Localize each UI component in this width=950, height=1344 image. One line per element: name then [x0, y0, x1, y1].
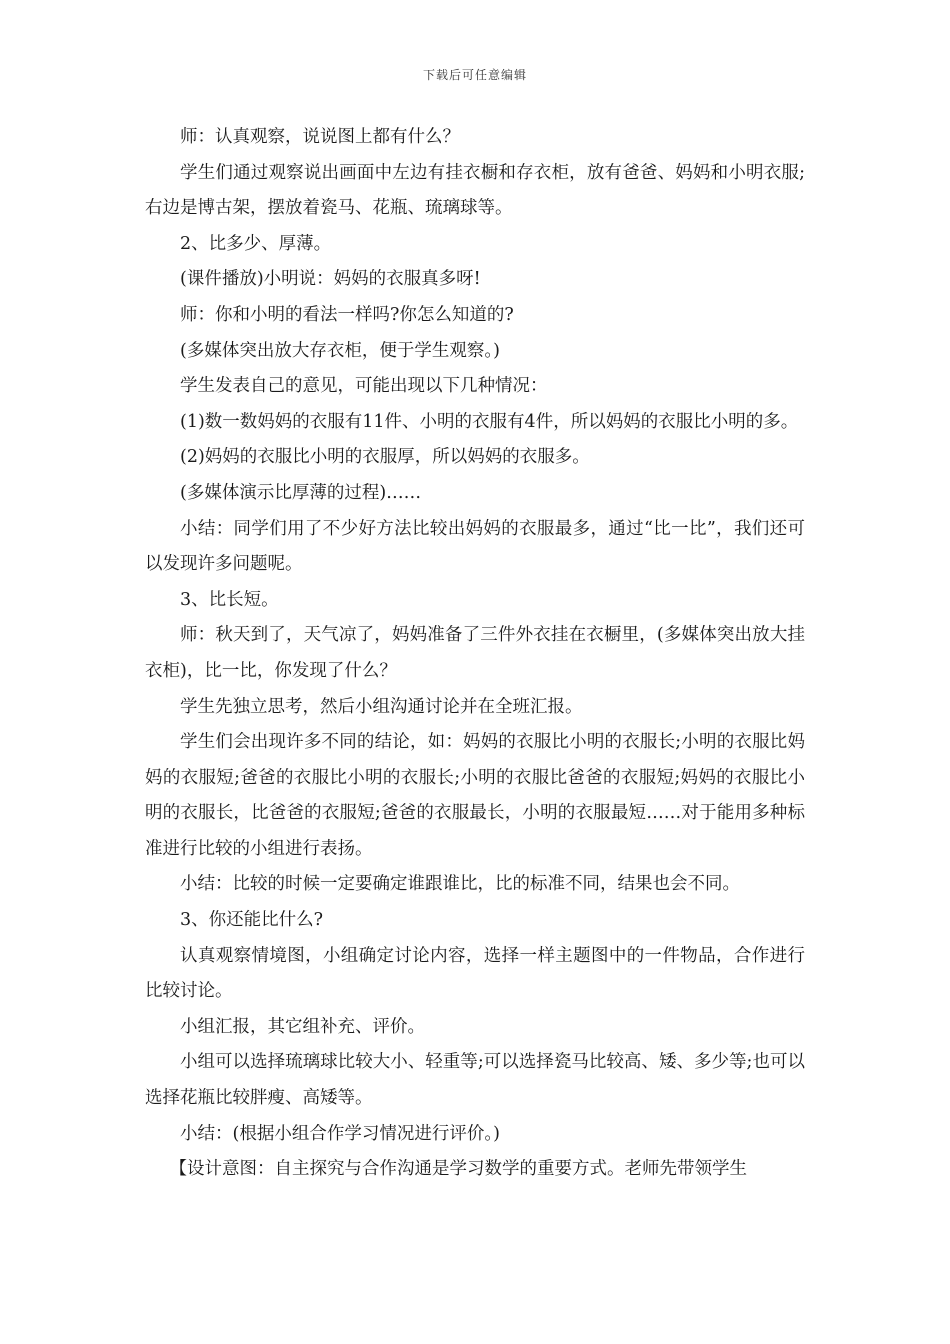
paragraph: 认真观察情境图，小组确定讨论内容，选择一样主题图中的一件物品，合作进行比较讨论。	[145, 945, 805, 1002]
paragraph: 师：你和小明的看法一样吗?你怎么知道的?	[180, 304, 514, 325]
paragraph: 3、比长短。	[180, 589, 279, 610]
paragraph: (课件播放)小明说：妈妈的衣服真多呀!	[180, 269, 481, 290]
paragraph: 小结：比较的时候一定要确定谁跟谁比，比的标准不同，结果也会不同。	[180, 874, 740, 895]
paragraph: 学生发表自己的意见，可能出现以下几种情况：	[180, 376, 548, 397]
paragraph: (多媒体演示比厚薄的过程)……	[180, 482, 422, 503]
paragraph: 师：认真观察，说说图上都有什么？	[180, 127, 460, 147]
paragraph: 2、比多少、厚薄。	[180, 233, 332, 254]
paragraph: 学生们通过观察说出画面中左边有挂衣橱和存衣柜，放有爸爸、妈妈和小明衣服;右边是博古架，摆放着瓷马、花瓶、琉璃球等。	[145, 162, 805, 219]
page-header: 下载后可任意编辑	[422, 68, 527, 82]
paragraph: 小组汇报，其它组补充、评价。	[180, 1016, 425, 1037]
paragraph: 小组可以选择琉璃球比较大小、轻重等;可以选择瓷马比较高、矮、多少等;也可以选择花瓶比较胖瘦、高矮等。	[145, 1052, 805, 1109]
paragraph: 【设计意图：自主探究与合作沟通是学习数学的重要方式。老师先带领学生	[169, 1159, 747, 1180]
paragraph: 小结：同学们用了不少好方法比较出妈妈的衣服最多，通过“比一比”，我们还可以发现许多问题呢。	[145, 518, 805, 575]
paragraph: 师：秋天到了，天气凉了，妈妈准备了三件外衣挂在衣橱里，(多媒体突出放大挂衣柜)，比一比，你发现了什么？	[145, 625, 805, 681]
paragraph: 小结：(根据小组合作学习情况进行评价。)	[180, 1123, 500, 1144]
paragraph: (2)妈妈的衣服比小明的衣服厚，所以妈妈的衣服多。	[180, 447, 590, 468]
paragraph: 学生先独立思考，然后小组沟通讨论并在全班汇报。	[180, 696, 583, 717]
paragraph: (多媒体突出放大存衣柜，便于学生观察。)	[180, 340, 500, 361]
paragraph: 学生们会出现许多不同的结论，如：妈妈的衣服比小明的衣服长;小明的衣服比妈妈的衣服短;爸爸的衣服比小明的衣服长;小明的衣服比爸爸的衣服短;妈妈的衣服比小明的衣服长，比爸爸的衣服短;爸爸的衣服最长，小明的衣服最短……对于能用多种标准进行比较的小组进行表扬。	[145, 732, 805, 859]
paragraph: (1)数一数妈妈的衣服有11件、小明的衣服有4件，所以妈妈的衣服比小明的多。	[180, 411, 799, 432]
document-body	[145, 120, 805, 1188]
paragraph: 3、你还能比什么?	[180, 910, 324, 931]
